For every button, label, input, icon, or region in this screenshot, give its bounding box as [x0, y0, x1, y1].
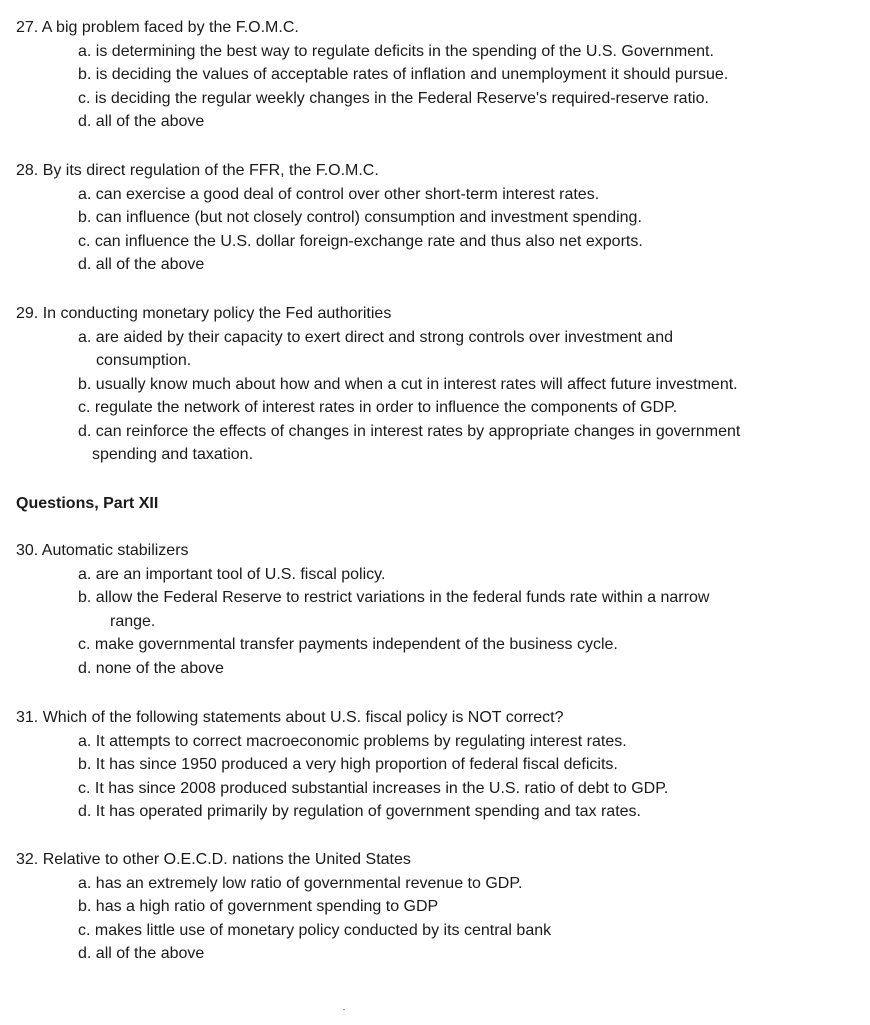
option-d: d. all of the above [78, 113, 205, 130]
option-c: c. makes little use of monetary policy conducted by its central bank [78, 921, 552, 939]
option-b: b. can influence (but not closely control) consumption and investment spending. [78, 209, 642, 226]
option-c: c. make governmental transfer payments independent of the business cycle. [78, 636, 618, 653]
option-d-continuation: spending and taxation. [92, 446, 254, 463]
option-c: c. can influence the U.S. dollar foreign-exchange rate and thus also net exports. [78, 232, 643, 250]
option-a: a. is determining the best way to regulate deficits in the spending of the U.S. Government. [78, 42, 714, 60]
option-d: d. none of the above [78, 659, 224, 677]
option-c: c. is deciding the regular weekly changes in the Federal Reserve's required-reserve ratio. [78, 89, 709, 107]
option-a: a. are an important tool of U.S. fiscal policy. [78, 565, 386, 583]
option-a-continuation: consumption. [96, 352, 192, 369]
option-a: a. It attempts to correct macroeconomic problems by regulating interest rates. [78, 732, 627, 750]
option-b-continuation: range. [110, 612, 156, 630]
option-c: c. regulate the network of interest rates in order to influence the components of GDP. [78, 399, 678, 416]
option-b: b. usually know much about how and when a cut in interest rates will affect future investment. [78, 375, 738, 393]
question-27 [16, 16, 856, 134]
question-32 [16, 848, 856, 966]
option-d: d. all of the above [78, 256, 205, 273]
option-d: d. can reinforce the effects of changes in interest rates by appropriate changes in government [78, 422, 741, 440]
question-stem: 29. In conducting monetary policy the Fed authorities [16, 305, 392, 322]
answer-options [16, 872, 856, 966]
option-b: b. is deciding the values of acceptable rates of inflation and unemployment it should pursue. [78, 66, 729, 83]
question-stem: 27. A big problem faced by the F.O.M.C. [16, 19, 299, 36]
question-stem: 30. Automatic stabilizers [16, 542, 189, 559]
option-d: d. It has operated primarily by regulation of government spending and tax rates. [78, 803, 641, 820]
answer-options [16, 563, 856, 681]
option-d: d. all of the above [78, 945, 205, 962]
question-stem: 28. By its direct regulation of the FFR, the F.O.M.C. [16, 162, 379, 179]
option-b: b. It has since 1950 produced a very high proportion of federal fiscal deficits. [78, 756, 618, 773]
option-c: c. It has since 2008 produced substantial increases in the U.S. ratio of debt to GDP. [78, 779, 669, 797]
option-b: b. has a high ratio of government spending to GDP [78, 898, 439, 915]
option-a: a. are aided by their capacity to exert direct and strong controls over investment and [78, 328, 673, 346]
question-stem: 32. Relative to other O.E.C.D. nations the United States [16, 851, 411, 868]
question-29 [16, 302, 856, 467]
question-stem: 31. Which of the following statements about U.S. fiscal policy is NOT correct? [16, 709, 564, 726]
answer-options [16, 730, 856, 824]
question-28 [16, 159, 856, 277]
answer-options [16, 40, 856, 134]
answer-options [16, 183, 856, 277]
section-heading: Questions, Part XII [16, 495, 159, 512]
question-30 [16, 539, 856, 680]
option-b: b. allow the Federal Reserve to restrict variations in the federal funds rate within a narrow [78, 589, 710, 606]
answer-options [16, 326, 856, 467]
option-a: a. can exercise a good deal of control over other short-term interest rates. [78, 185, 600, 203]
question-31 [16, 706, 856, 824]
option-a: a. has an extremely low ratio of governmental revenue to GDP. [78, 874, 523, 892]
scan-speck [343, 1009, 345, 1010]
